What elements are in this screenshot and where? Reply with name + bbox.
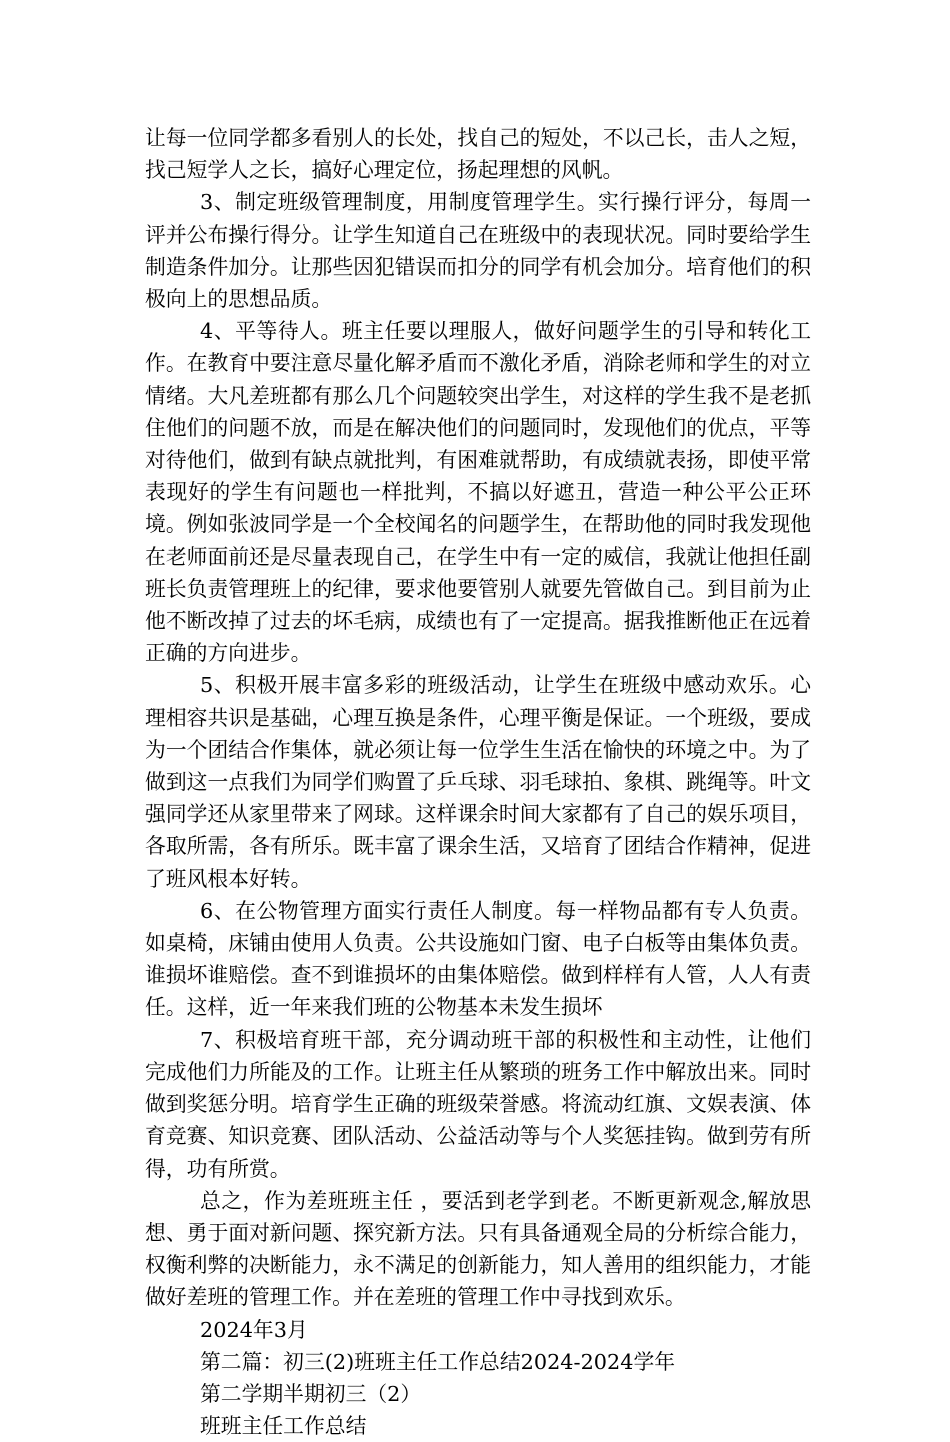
paragraph-item-3: 3、制定班级管理制度，用制度管理学生。实行操行评分，每周一评并公布操行得分。让学生知道自己在班级中的表现状况。同时要给学生制造条件加分。让那些因犯错误而扣分的同学有机会加分。培育他们的积极向上的思想品质。 — [145, 190, 811, 312]
paragraph-item-6: 6、在公物管理方面实行责任人制度。每一样物品都有专人负责。如桌椅，床铺由使用人负责。公共设施如门窗、电子白板等由集体负责。谁损坏谁赔偿。查不到谁损坏的由集体赔偿。做到样样有人管，人人有责任。这样，近一年来我们班的公物基本未发生损坏 — [145, 898, 811, 1020]
paragraph-continuation: 让每一位同学都多看别人的长处，找自己的短处，不以己长，击人之短，找己短学人之长，搞好心理定位，扬起理想的风帆。 — [145, 126, 811, 183]
paragraph-item-4: 4、平等待人。班主任要以理服人，做好问题学生的引导和转化工作。在教育中要注意尽量化解矛盾而不激化矛盾，消除老师和学生的对立情绪。大凡差班都有那么几个问题较突出学生，对这样的学生我不是老抓住他们的问题不放，而是在解决他们的问题同时，发现他们的优点，平等对待他们，做到有缺点就批判，有困难就帮助，有成绩就表扬，即使平常表现好的学生有问题也一样批判，不搞以好遮丑，营造一种公平公正环境。例如张波同学是一个全校闻名的问题学生，在帮助他的同时我发现他在老师面前还是尽量表现自己，在学生中有一定的威信，我就让他担任副班长负责管理班上的纪律，要求他要管别人就要先管做自己。到目前为止他不断改掉了过去的坏毛病，成绩也有了一定提高。据我推断他正在远着正确的方向进步。 — [145, 319, 811, 666]
paragraph-item-7: 7、积极培育班干部，充分调动班干部的积极性和主动性，让他们完成他们力所能及的工作。让班主任从繁琐的班务工作中解放出来。同时做到奖惩分明。培育学生正确的班级荣誉感。将流动红旗、文娱表演、体育竞赛、知识竞赛、团队活动、公益活动等与个人奖惩挂钩。做到劳有所得，功有所赏。 — [145, 1027, 811, 1181]
paragraph-summary: 总之，作为差班班主任 ，要活到老学到老。不断更新观念,解放思想、勇于面对新问题、探究新方法。只有具备通观全局的分析综合能力，权衡利弊的决断能力，永不满足的创新能力，知人善用的组织能力，才能做好差班的管理工作。并在差班的管理工作中寻找到欢乐。 — [145, 1188, 811, 1310]
document-body — [145, 122, 811, 1442]
next-section-title-line-3: 班班主任工作总结 — [200, 1414, 367, 1439]
paragraph-item-5: 5、积极开展丰富多彩的班级活动，让学生在班级中感动欢乐。心理相容共识是基础，心理互换是条件，心理平衡是保证。一个班级，要成为一个团结合作集体，就必须让每一位学生生活在愉快的环境之中。为了做到这一点我们为同学们购置了乒乓球、羽毛球拍、象棋、跳绳等。叶文强同学还从家里带来了网球。这样课余时间大家都有了自己的娱乐项目，各取所需，各有所乐。既丰富了课余生活，又培育了团结合作精神，促进了班风根本好转。 — [145, 673, 811, 891]
date-line: 2024年3月 — [200, 1317, 308, 1342]
next-section-title-line-1: 第二篇：初三(2)班班主任工作总结2024-2024学年 — [200, 1349, 676, 1374]
next-section-title-line-2: 第二学期半期初三（2） — [200, 1381, 422, 1406]
